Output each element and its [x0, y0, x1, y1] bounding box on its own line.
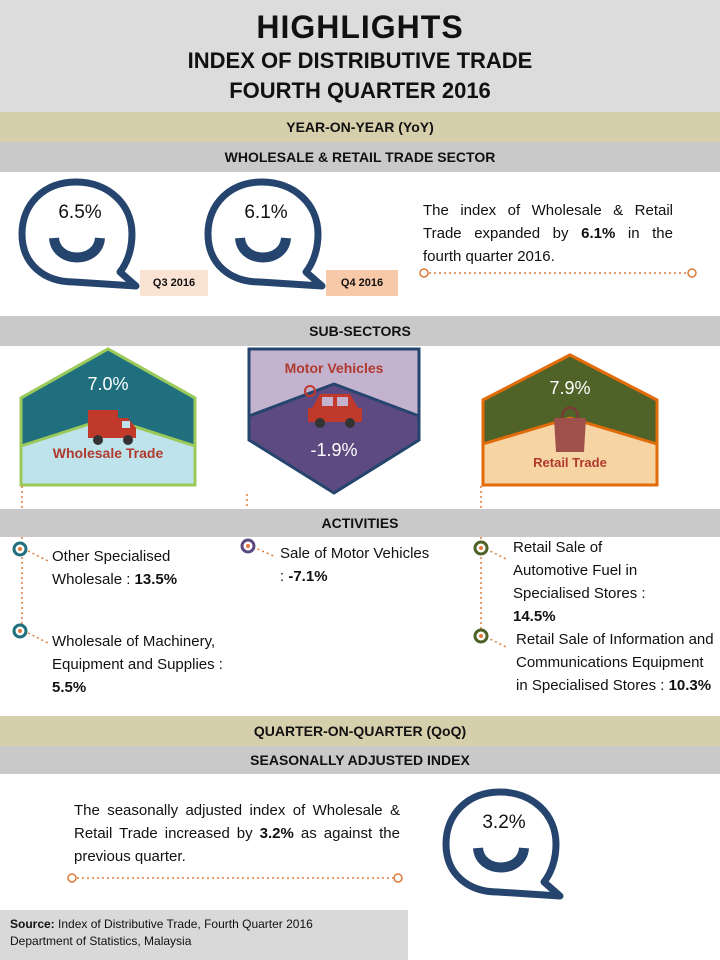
speech-bubble-smile-icon — [16, 176, 146, 296]
q3-label: Q3 2016 — [140, 270, 208, 296]
header — [0, 0, 720, 112]
wholesale-house — [18, 346, 198, 488]
page-subtitle-1: INDEX OF DISTRIBUTIVE TRADE — [187, 48, 533, 73]
retail-label: Retail Trade — [533, 455, 607, 470]
subsectors-band: SUB-SECTORS — [0, 316, 720, 346]
source-line-2: Department of Statistics, Malaysia — [10, 934, 192, 948]
retail-value: 7.9% — [549, 378, 591, 398]
wholesale-label: Wholesale Trade — [52, 445, 164, 461]
q4-label: Q4 2016 — [326, 270, 398, 296]
source-label: Source: — [10, 917, 55, 931]
qoq-band: QUARTER-ON-QUARTER (QoQ) — [0, 716, 720, 746]
activities-band: ACTIVITIES — [0, 509, 720, 537]
qoq-summary: The seasonally adjusted index of Wholesale & Retail Trade increased by 3.2% as against the previous quarter. — [74, 802, 400, 865]
q4-value: 6.1% — [244, 202, 288, 223]
yoy-summary: The index of Wholesale & Retail Trade expanded by 6.1% in the fourth quarter 2016. — [423, 202, 673, 265]
activity-motor-sale: Sale of Motor Vehicles : -7.1% — [280, 545, 430, 585]
sector-band: WHOLESALE & RETAIL TRADE SECTOR — [0, 142, 720, 172]
qoq-value: 3.2% — [482, 812, 526, 833]
page-title: HIGHLIGHTS — [256, 9, 464, 45]
sa-band: SEASONALLY ADJUSTED INDEX — [0, 746, 720, 774]
page-subtitle-2: FOURTH QUARTER 2016 — [229, 78, 491, 103]
connector-lines — [0, 486, 720, 510]
motor-label: Motor Vehicles — [284, 360, 384, 376]
source-line-1: Index of Distributive Trade, Fourth Quarter 2016 — [54, 917, 313, 931]
activity-automotive-fuel: Retail Sale of Automotive Fuel in Specialised Stores : 14.5% — [513, 539, 646, 625]
divider-dotted-qoq — [66, 871, 404, 885]
activity-machinery: Wholesale of Machinery, Equipment and Supplies : 5.5% — [52, 633, 223, 696]
motor-value: -1.9% — [310, 440, 358, 460]
yoy-band: YEAR-ON-YEAR (YoY) — [0, 112, 720, 142]
speech-bubble-smile-icon — [440, 786, 570, 906]
wholesale-value: 7.0% — [87, 374, 129, 394]
activity-ict-equipment: Retail Sale of Information and Communications Equipment in Specialised Stores : 10.3% — [516, 631, 714, 694]
q3-value: 6.5% — [58, 202, 102, 223]
activity-other-specialised: Other Specialised Wholesale : 13.5% — [52, 548, 178, 588]
source-box — [0, 910, 408, 960]
speech-bubble-smile-icon — [202, 176, 332, 296]
divider-dotted — [418, 266, 698, 280]
